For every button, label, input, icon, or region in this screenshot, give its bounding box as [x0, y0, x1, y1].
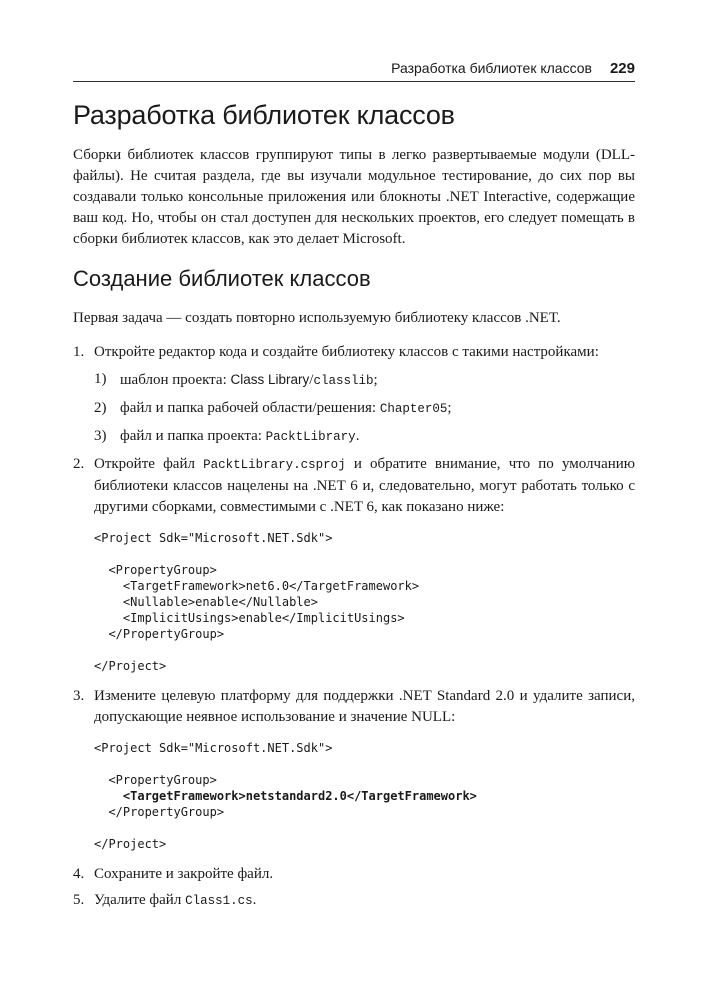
csproj-filename: PacktLibrary.csproj — [203, 458, 346, 472]
class-filename: Class1.cs — [185, 894, 253, 908]
workspace-folder: Chapter05 — [379, 402, 448, 416]
step-text — [94, 890, 635, 912]
substep-number: 2) — [94, 400, 107, 416]
code-line: <ImplicitUsings>enable</ImplicitUsings> — [94, 611, 405, 625]
code-line: <Nullable>enable</Nullable> — [94, 595, 318, 609]
code-line — [94, 546, 635, 562]
template-short-name: classlib — [313, 374, 374, 388]
code-line: <Project Sdk="Microsoft.NET.Sdk"> — [94, 741, 333, 755]
step-number: 5. — [73, 892, 85, 908]
punctuation: . — [355, 428, 360, 444]
chapter-section-heading: Разработка библиотек классов — [73, 100, 455, 130]
step-number: 3. — [73, 688, 85, 704]
step-text-pre: Откройте файл — [94, 456, 204, 472]
step-text-post: . — [252, 892, 257, 908]
code-line-blank — [94, 756, 635, 772]
step-2 — [73, 454, 635, 518]
code-line: <PropertyGroup> — [94, 773, 217, 787]
step-text: Измените целевую платформу для поддержки .NET Standard 2.0 и удалите записи, допускающие неявное использование и значение NULL: — [94, 688, 635, 725]
code-line: </PropertyGroup> — [94, 627, 225, 641]
step-text — [94, 454, 635, 518]
code-line-blank — [94, 820, 635, 836]
separator: / — [309, 372, 314, 388]
steps-list — [73, 342, 635, 912]
code-line-highlighted: <TargetFramework>netstandard2.0</TargetFramework> — [94, 789, 477, 803]
step-number: 1. — [73, 344, 85, 360]
substep-text — [120, 426, 359, 448]
template-name: Class Library — [230, 372, 310, 387]
code-line: <Project Sdk="Microsoft.NET.Sdk"> — [94, 531, 333, 545]
running-head — [73, 42, 635, 82]
step-3 — [73, 686, 635, 728]
code-line: </Project> — [94, 837, 167, 851]
substep-text — [120, 369, 378, 392]
substep-2 — [94, 398, 635, 420]
step-text-pre: Удалите файл — [94, 892, 186, 908]
substep-number: 3) — [94, 428, 107, 444]
code-block-csproj-netstandard — [94, 740, 635, 852]
code-line: </PropertyGroup> — [94, 805, 225, 819]
step-number: 2. — [73, 456, 85, 472]
step-text-post: и обратите внимание, что по умолчанию библиотеки классов нацелены на .NET 6 и, следовательно, могут работать только с другими сборками, совместимыми с .NET 6, как показано ниже: — [94, 456, 635, 515]
code-line: <PropertyGroup> — [94, 563, 217, 577]
code-line — [94, 642, 635, 658]
step-4 — [73, 864, 635, 885]
punctuation: ; — [447, 400, 452, 416]
lead-paragraph: Первая задача — создать повторно используемую библиотеку классов .NET. — [73, 310, 561, 326]
project-folder: PacktLibrary — [265, 430, 356, 444]
code-line: <TargetFramework>net6.0</TargetFramework> — [94, 579, 420, 593]
step-text: Откройте редактор кода и создайте библиотеку классов с такими настройками: — [94, 344, 599, 360]
substep-number: 1) — [94, 371, 107, 387]
substep-label: файл и папка проекта: — [120, 428, 266, 444]
substep-label: файл и папка рабочей области/решения: — [120, 400, 380, 416]
code-block-csproj-default — [94, 530, 635, 674]
punctuation: ; — [373, 372, 378, 388]
subsection-heading: Создание библиотек классов — [73, 266, 371, 291]
step-1 — [73, 342, 635, 363]
page-number: 229 — [609, 60, 635, 77]
intro-paragraph: Сборки библиотек классов группируют типы в легко развертываемые модули (DLL-файлы). Не считая раздела, где вы изучали модульное тестирование, до сих пор вы создавали только консольные приложения или блокноты .NET Interactive, содержащие ваш код. Но, чтобы он стал доступен для нескольких проектов, его следует помещать в сборки библиотек классов, как это делает Microsoft. — [73, 147, 635, 247]
code-line: </Project> — [94, 659, 167, 673]
running-head-title: Разработка библиотек классов — [391, 60, 592, 76]
substep-text — [120, 398, 452, 420]
step-5 — [73, 890, 635, 912]
step-number: 4. — [73, 866, 85, 882]
substep-label: шаблон проекта: — [120, 372, 231, 388]
substep-3 — [94, 426, 635, 448]
substep-1 — [94, 369, 635, 392]
step-text: Сохраните и закройте файл. — [94, 866, 274, 882]
